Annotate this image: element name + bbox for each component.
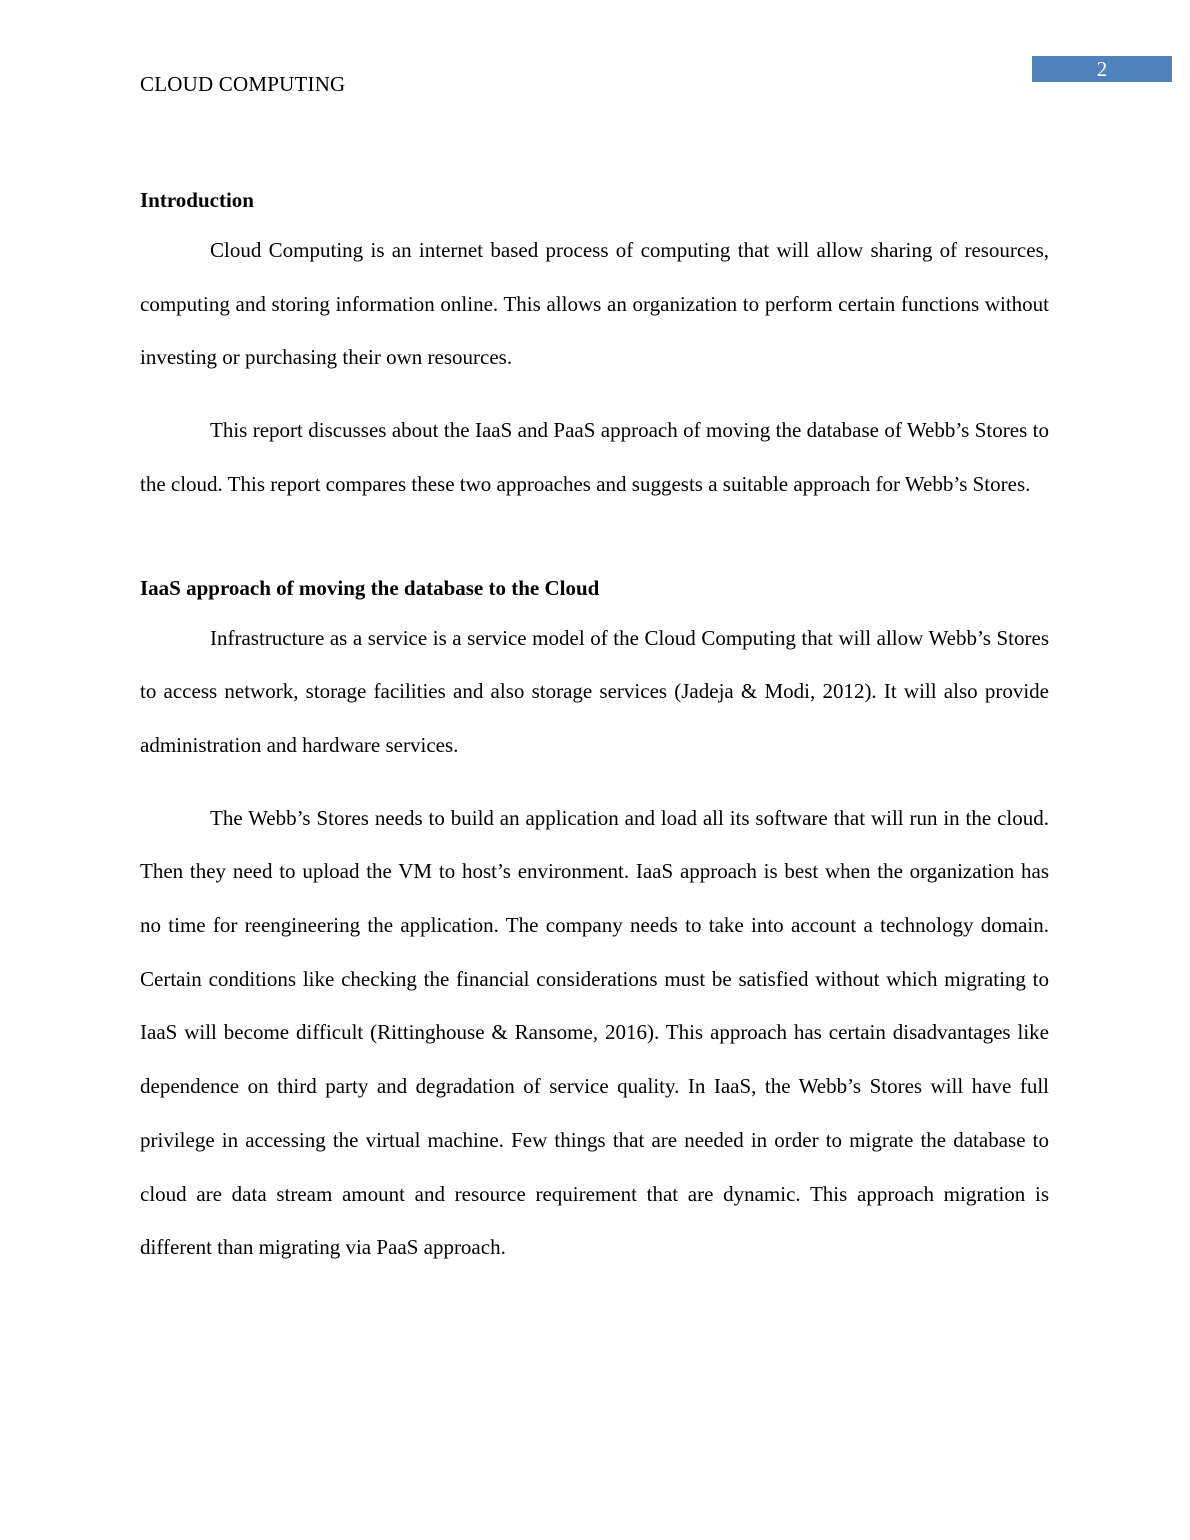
page-number: 2 [1032,56,1172,82]
paragraph: Infrastructure as a service is a service model of the Cloud Computing that will allow Webb’s Stores to access network, storage facilities and also storage services (Jadeja & Modi, 2012). It will also provide administration and hardware services. [140,625,1049,757]
section-heading-introduction: Introduction [140,188,254,212]
document-body [140,185,1049,1275]
section-heading-iaas: IaaS approach of moving the database to the Cloud [140,575,600,600]
paragraph: This report discusses about the IaaS and PaaS approach of moving the database of Webb’s Stores to the cloud. This report compares these two approaches and suggests a suitable approach for Webb’s Stores. [140,418,1049,496]
running-header: CLOUD COMPUTING [140,72,346,96]
paragraph: The Webb’s Stores needs to build an application and load all its software that will run in the cloud. Then they need to upload the VM to host’s environment. IaaS approach is best when the organization has no time for reengineering the application. The company needs to take into account a technology domain. Certain conditions like checking the financial considerations must be satisfied without which migrating to IaaS will become difficult (Rittinghouse & Ransome, 2016). This approach has certain disadvantages like dependence on third party and degradation of service quality. In IaaS, the Webb’s Stores will have full privilege in accessing the virtual machine. Few things that are needed in order to migrate the database to cloud are data stream amount and resource requirement that are dynamic. This approach migration is different than migrating via PaaS approach. [140,805,1049,1260]
paragraph: Cloud Computing is an internet based process of computing that will allow sharing of resources, computing and storing information online. This allows an organization to perform certain functions without investing or purchasing their own resources. [140,238,1049,370]
